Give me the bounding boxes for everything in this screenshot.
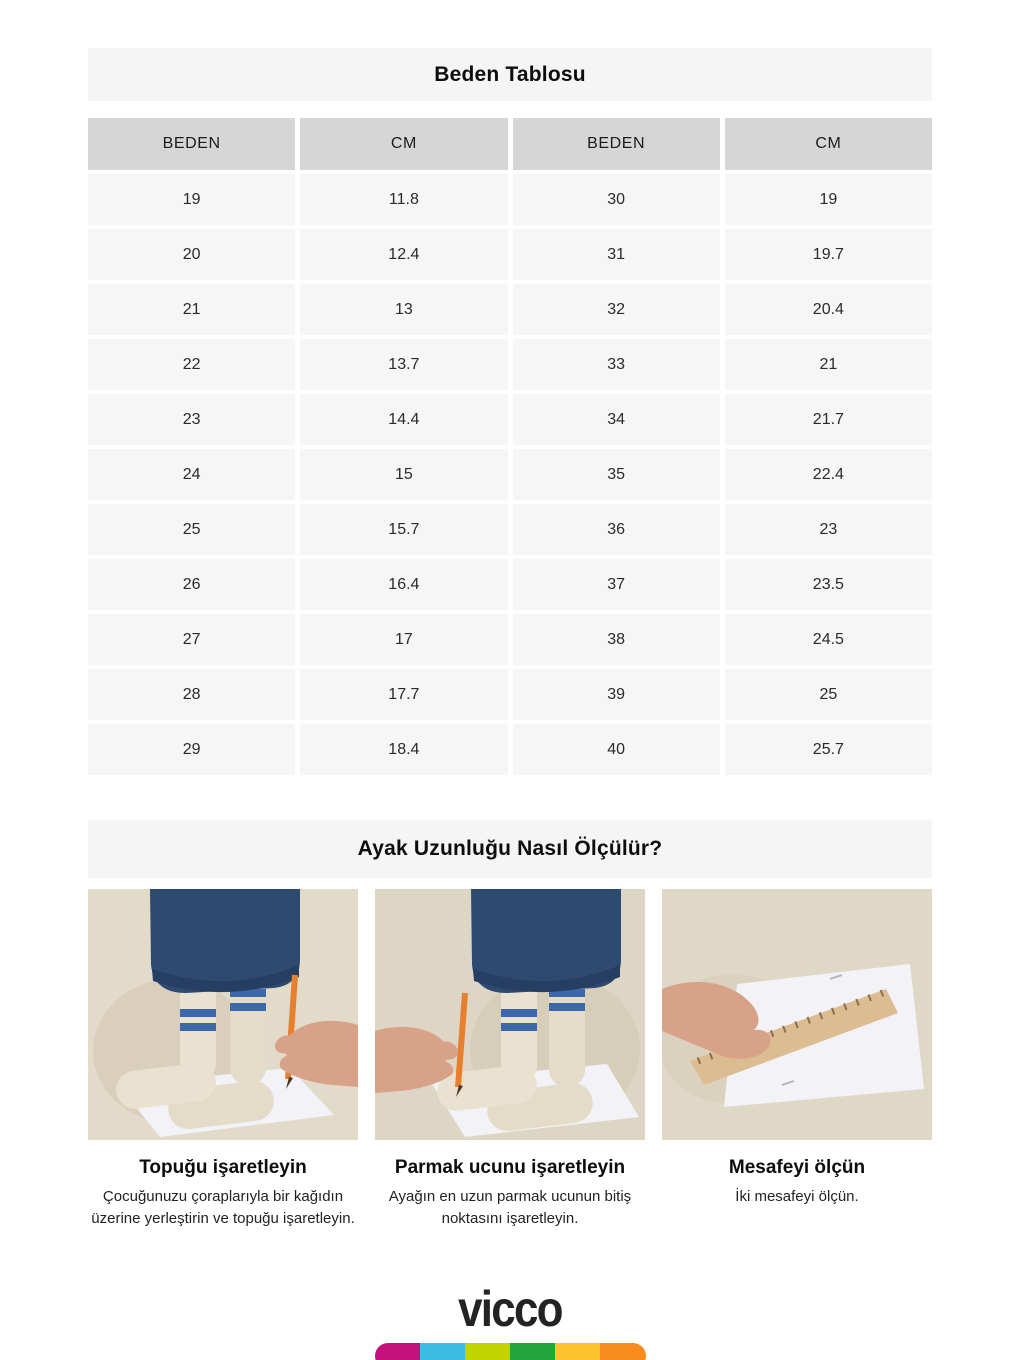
size-table-cell: 20	[88, 229, 295, 280]
brand-color-green	[510, 1343, 555, 1360]
size-table-cell: 20.4	[725, 284, 932, 335]
brand-color-lime	[465, 1343, 510, 1360]
size-table-header-cell: CM	[300, 118, 507, 170]
step-title: Topuğu işaretleyin	[139, 1157, 307, 1178]
brand-color-magenta	[375, 1343, 420, 1360]
brand-color-orange	[600, 1343, 645, 1360]
size-table-cell: 13.7	[300, 339, 507, 390]
measure-steps	[88, 889, 932, 1230]
measure-section-title: Ayak Uzunluğu Nasıl Ölçülür?	[357, 837, 663, 860]
size-table-cell: 36	[513, 504, 720, 555]
size-table-cell: 18.4	[300, 724, 507, 775]
size-table-cell: 24.5	[725, 614, 932, 665]
size-table-cell: 28	[88, 669, 295, 720]
step-measure-distance	[662, 889, 932, 1230]
step-title: Mesafeyi ölçün	[728, 1157, 866, 1178]
size-table-cell: 22.4	[725, 449, 932, 500]
size-table-cell: 25	[88, 504, 295, 555]
size-table-cell: 34	[513, 394, 720, 445]
measure-section-title-band	[88, 820, 932, 878]
size-table-cell: 15.7	[300, 504, 507, 555]
size-table-cell: 15	[300, 449, 507, 500]
size-table-cell: 24	[88, 449, 295, 500]
brand-color-yellow	[555, 1343, 600, 1360]
photo-mark-toe	[375, 889, 645, 1140]
step-description: İki mesafeyi ölçün.	[735, 1188, 859, 1205]
size-table-cell: 40	[513, 724, 720, 775]
brand-color-cyan	[420, 1343, 465, 1360]
size-table-cell: 21	[88, 284, 295, 335]
size-table-cell: 19.7	[725, 229, 932, 280]
step-title: Parmak ucunu işaretleyin	[394, 1157, 626, 1178]
size-table-cell: 21.7	[725, 394, 932, 445]
jeans	[150, 889, 300, 993]
size-table-cell: 25.7	[725, 724, 932, 775]
size-table-cell: 21	[725, 339, 932, 390]
step-mark-heel	[88, 889, 358, 1230]
size-table-cell: 19	[88, 174, 295, 225]
size-table-cell: 32	[513, 284, 720, 335]
size-table-cell: 33	[513, 339, 720, 390]
size-table-cell: 19	[725, 174, 932, 225]
step-mark-toe	[375, 889, 645, 1230]
size-table-cell: 11.8	[300, 174, 507, 225]
size-table-cell: 39	[513, 669, 720, 720]
photo-measure-distance	[662, 889, 932, 1140]
size-table-cell: 25	[725, 669, 932, 720]
brand-footer	[0, 1281, 1020, 1360]
size-table-cell: 23	[88, 394, 295, 445]
size-table-header-cell: BEDEN	[88, 118, 295, 170]
size-table-header-cell: CM	[725, 118, 932, 170]
size-table-cell: 23.5	[725, 559, 932, 610]
size-table	[88, 118, 932, 775]
photo-mark-heel	[88, 889, 358, 1140]
size-table-cell: 27	[88, 614, 295, 665]
size-table-cell: 17.7	[300, 669, 507, 720]
jeans	[471, 889, 621, 993]
vicco-logo: vicco	[458, 1281, 562, 1337]
size-table-cell: 22	[88, 339, 295, 390]
size-table-cell: 37	[513, 559, 720, 610]
size-table-cell: 35	[513, 449, 720, 500]
size-table-header-cell: BEDEN	[513, 118, 720, 170]
size-table-cell: 12.4	[300, 229, 507, 280]
step-description: Çocuğunuzu çoraplarıyla bir kağıdın üzerine yerleştirin ve topuğu işaretleyin.	[91, 1188, 355, 1227]
size-table-title: Beden Tablosu	[434, 62, 586, 86]
size-table-title-band	[88, 48, 932, 101]
size-table-cell: 26	[88, 559, 295, 610]
size-table-cell: 29	[88, 724, 295, 775]
brand-color-bar	[375, 1343, 646, 1360]
size-table-cell: 14.4	[300, 394, 507, 445]
size-table-cell: 30	[513, 174, 720, 225]
size-table-cell: 17	[300, 614, 507, 665]
step-description: Ayağın en uzun parmak ucunun bitiş noktasını işaretleyin.	[388, 1188, 632, 1227]
size-table-cell: 38	[513, 614, 720, 665]
size-table-cell: 16.4	[300, 559, 507, 610]
size-table-cell: 31	[513, 229, 720, 280]
size-table-cell: 23	[725, 504, 932, 555]
size-table-cell: 13	[300, 284, 507, 335]
